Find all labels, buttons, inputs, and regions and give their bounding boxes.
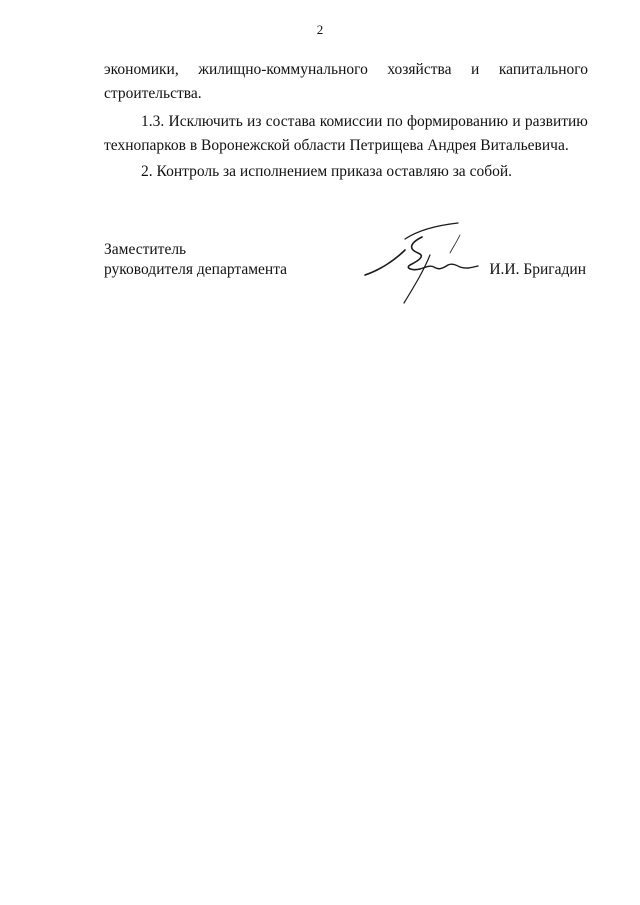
word: развитию (524, 113, 588, 130)
signature-stroke (450, 235, 460, 253)
paragraph-continuation (104, 58, 588, 106)
signature-stroke (420, 264, 478, 269)
signatory-title-line: Заместитель (104, 241, 187, 258)
signatory-title (104, 240, 287, 280)
word: по (386, 113, 403, 130)
word: и (512, 113, 521, 130)
word: из (247, 113, 262, 130)
paragraph-line: 2. Контроль за исполнением приказа оставляю за собой. (141, 163, 513, 180)
signature-stroke (404, 255, 430, 303)
word: формированию (406, 113, 509, 130)
word: состава (265, 113, 316, 130)
signatory-title-line: руководителя департамента (104, 261, 288, 278)
signature-stroke (365, 250, 405, 275)
word: хозяйства (387, 61, 452, 78)
word: комиссии (319, 113, 383, 130)
paragraph-line (104, 110, 588, 134)
paragraph-line: строительства. (104, 85, 202, 102)
word: капитального (498, 61, 588, 78)
page-number: 2 (316, 22, 324, 37)
word: экономики, (104, 61, 179, 78)
word: и (471, 61, 480, 78)
paragraph-item-1-3 (104, 110, 588, 158)
paragraph-item-2 (104, 160, 588, 184)
paragraph-line (104, 58, 588, 82)
signature-stroke (408, 237, 422, 270)
handwritten-signature (360, 215, 490, 310)
signatory-name: И.И. Бригадин (489, 261, 586, 278)
word: жилищно-коммунального (198, 61, 368, 78)
signature-stroke (405, 223, 458, 239)
paragraph-line: технопарков в Воронежской области Петрищева Андрея Витальевича. (104, 137, 569, 154)
word: Исключить (168, 113, 243, 130)
word: 1.3. (141, 113, 165, 130)
